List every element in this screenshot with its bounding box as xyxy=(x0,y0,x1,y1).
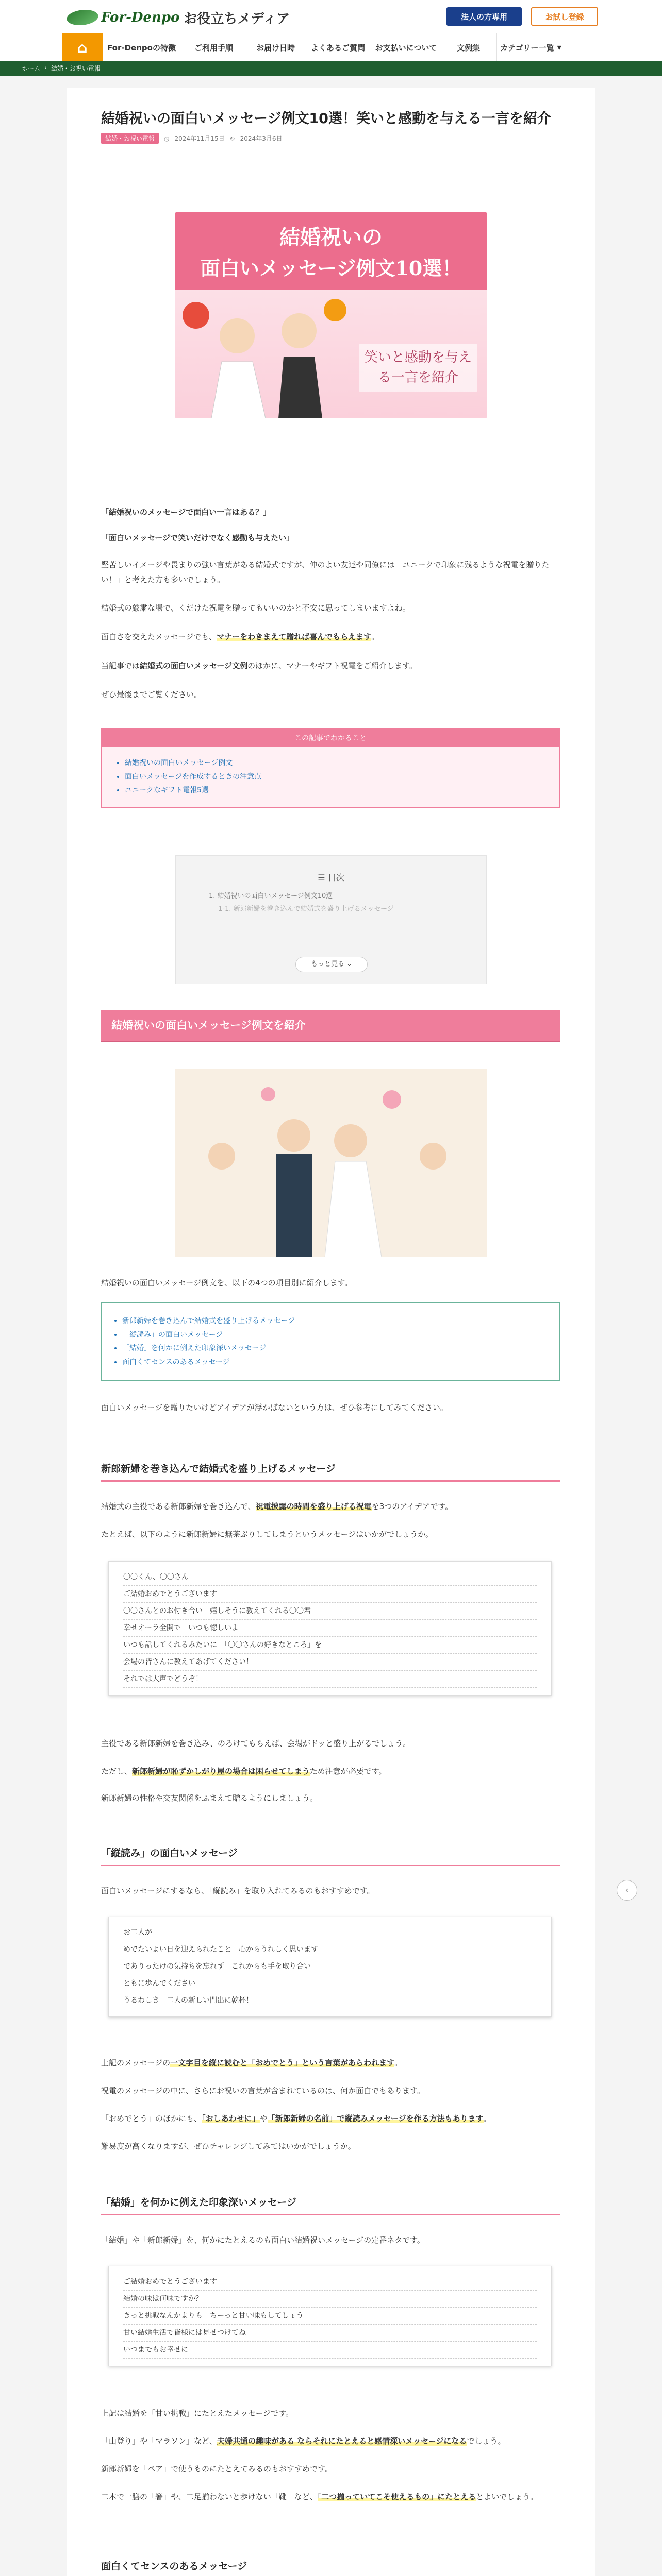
text: 「おめでとう」のほかにも、 xyxy=(101,2114,202,2123)
sub3-paragraph-5 xyxy=(101,2489,560,2504)
breadcrumb-home[interactable]: ホーム xyxy=(22,65,41,72)
message-line: 会場の皆さんに教えてあげてください！ xyxy=(123,1654,537,1671)
message-line: 幸せオーラ全開で いつも惚しいよ xyxy=(123,1620,537,1637)
hero-line1: 結婚祝いの xyxy=(279,225,383,249)
sub3-paragraph-3 xyxy=(101,2434,560,2449)
text: 面白さを交えたメッセージでも、 xyxy=(101,632,217,641)
message-line: ご結婚おめでとうございます xyxy=(123,2274,537,2291)
chevron-left-icon: ‹ xyxy=(625,1885,629,1895)
table-of-contents xyxy=(175,855,487,984)
highlight: 「新郎新婦の名前」で縦読みメッセージを作る方法もあります xyxy=(267,2114,484,2123)
highlight: 一文字目を縦に読むと「おめでとう」という言葉があらわれます xyxy=(170,2058,395,2067)
text: 結婚式の主役である新郎新婦を巻き込んで、 xyxy=(101,1502,256,1511)
message-line: きっと挑戦なんかよりも ちーっと甘い味もしてしょう xyxy=(123,2308,537,2325)
nav-label: 文例集 xyxy=(456,43,480,53)
sub1-paragraph-3: 主役である新郎新婦を巻き込み、のろけてもらえば、会場がドッと盛り上がるでしょう。 xyxy=(101,1739,411,1748)
hero-subtitle: 笑いと感動を与える一言を紹介 xyxy=(359,344,477,392)
summary-item[interactable]: • 面白いメッセージを作成するときの注意点 xyxy=(125,770,559,784)
toc-title xyxy=(176,871,486,883)
sub1-paragraph-1 xyxy=(101,1499,560,1514)
sub2-paragraph-4 xyxy=(101,2111,560,2126)
message-line: いつも話してくれるみたいに 「〇〇さんの好きなところ」を xyxy=(123,1637,537,1654)
summary-item[interactable]: • ユニークなギフト電報5選 xyxy=(125,784,559,798)
section-list-item[interactable]: • 新郎新婦を巻き込んで結婚式を盛り上げるメッセージ xyxy=(122,1314,559,1328)
nav-label: お届け日時 xyxy=(256,43,295,53)
subsection-heading: 面白くてセンスのあるメッセージ xyxy=(101,2558,560,2576)
site-name: お役立ちメディア xyxy=(184,11,290,27)
toc-item[interactable]: 1-1. 新郎新婦を巻き込んで結婚式を盛り上げるメッセージ xyxy=(218,905,394,913)
side-scroll-button[interactable] xyxy=(617,1880,637,1901)
toc-more-label: もっと見る xyxy=(310,960,344,968)
sub1-paragraph-2: たとえば、以下のように新郎新婦に無茶ぶりしてしまうというメッセージはいかがでしょうか。 xyxy=(101,1530,434,1539)
chevron-down-icon: ⌄ xyxy=(346,960,353,968)
message-example xyxy=(108,1561,552,1696)
home-icon: ⌂ xyxy=(77,39,88,56)
corporate-button[interactable]: 法人の方専用 xyxy=(446,7,522,26)
nav-item-features[interactable] xyxy=(103,33,180,61)
nav-label: ご利用手順 xyxy=(194,43,233,53)
subsection-heading: 「結婚」を何かに例えた印象深いメッセージ xyxy=(101,2195,560,2215)
highlight: 「二つ揃っていてこそ使えるもの」にたとえる xyxy=(317,2492,476,2501)
text: 「山登り」や「マラソン」など、 xyxy=(101,2436,218,2446)
summary-box xyxy=(101,728,560,808)
published-date: 2024年11月15日 xyxy=(174,135,225,142)
sub1-paragraph-4 xyxy=(101,1764,560,1779)
message-line: うるわしき 二人の新しい門出に乾杯！ xyxy=(123,1992,537,2009)
sub2-paragraph-2 xyxy=(101,2056,560,2071)
intro-question-1: 「結婚祝いのメッセージで面白い一言はある？」 xyxy=(101,507,271,517)
nav-label: よくあるご質問 xyxy=(310,43,365,53)
nav-item-delivery[interactable] xyxy=(247,33,304,61)
message-line: 結婚の味は何味ですか？ xyxy=(123,2291,537,2308)
global-nav xyxy=(62,33,600,61)
intro-question-2: 「面白いメッセージで笑いだけでなく感動も与えたい」 xyxy=(101,533,294,543)
category-badge[interactable]: 結婚・お祝い電報 xyxy=(101,133,159,144)
text: ただし、 xyxy=(101,1767,133,1776)
toc-title-text: 目次 xyxy=(327,873,344,883)
section-intro: 結婚祝いの面白いメッセージ例文を、以下の4つの項目別に紹介します。 xyxy=(101,1278,353,1287)
nav-label: For-Denpoの特徴 xyxy=(107,43,176,53)
sub2-paragraph-1: 面白いメッセージにするなら、「縦読み」を取り入れてみるのもおすすめです。 xyxy=(101,1886,375,1895)
refresh-icon: ↻ xyxy=(229,134,235,142)
hero-image xyxy=(175,212,487,418)
breadcrumb-bar xyxy=(0,61,662,76)
message-line: お二人が xyxy=(123,1924,537,1941)
highlight: 祝電披露の時間を盛り上げる祝電 xyxy=(255,1502,372,1511)
message-line: 〇〇くん、〇〇さん xyxy=(123,1569,537,1586)
text: や xyxy=(259,2114,268,2123)
message-line: ともに歩んでください xyxy=(123,1975,537,1992)
sub3-paragraph-4: 新郎新婦を「ペア」で使うものにたとえてみるのもおすすめです。 xyxy=(101,2464,333,2473)
toc-list xyxy=(209,890,486,916)
trial-button[interactable]: お試し登録 xyxy=(531,7,598,26)
intro-paragraph-5: ぜひ最後までご覧ください。 xyxy=(101,690,202,699)
message-line: それでは大声でどうぞ！ xyxy=(123,1671,537,1688)
section-list-box xyxy=(101,1302,560,1381)
intro-paragraph-2: 結婚式の厳粛な場で、くだけた祝電を贈ってもいいのかと不安に思ってしまいますよね。 xyxy=(101,603,410,613)
text: でしょう。 xyxy=(467,2436,506,2446)
highlight: 夫婦共通の趣味がある ならそれにたとえると感情深いメッセージになる xyxy=(217,2436,467,2446)
article-meta xyxy=(101,133,560,144)
updated-date: 2024年3月6日 xyxy=(240,135,283,142)
message-example xyxy=(108,2266,552,2366)
breadcrumb xyxy=(22,64,101,73)
nav-label: カテゴリー一覧 xyxy=(500,43,554,53)
chevron-down-icon: ▼ xyxy=(557,44,561,51)
sub3-paragraph-2: 上記は結婚を「甘い挑戦」にたとえたメッセージです。 xyxy=(101,2409,293,2418)
message-line: いつまでもお幸せに xyxy=(123,2342,537,2359)
sub2-paragraph-3: 祝電のメッセージの中に、さらにお祝いの言葉が含まれているのは、何か面白でもあります。 xyxy=(101,2086,425,2095)
logo-brand: For-Denpo xyxy=(101,10,180,25)
text: 上記のメッセージの xyxy=(101,2058,171,2067)
bold-text: 結婚式の面白いメッセージ文例 xyxy=(140,661,248,670)
section-outro: 面白いメッセージを贈りたいけどアイデアが浮かばないという方は、ぜひ参考にしてみてください。 xyxy=(101,1403,448,1412)
text: 。 xyxy=(483,2114,491,2123)
message-line: めでたいよい日を迎えられたこと 心からうれしく思います xyxy=(123,1941,537,1958)
text: 。 xyxy=(394,2058,403,2067)
wedding-scene-icon xyxy=(175,1069,487,1257)
nav-item-faq[interactable] xyxy=(304,33,372,61)
breadcrumb-sep: › xyxy=(44,64,47,71)
toc-more-button[interactable] xyxy=(295,957,368,972)
summary-heading: この記事でわかること xyxy=(102,730,559,747)
message-line: 甘い結婚生活で皆様には見せつけてね xyxy=(123,2325,537,2342)
text: 当記事では xyxy=(101,661,140,670)
nav-item-steps[interactable] xyxy=(180,33,247,61)
list-icon: ☰ xyxy=(318,873,328,883)
intro-paragraph-3 xyxy=(101,630,560,645)
text: を3つのアイデアです。 xyxy=(371,1502,453,1511)
wedding-illustration xyxy=(175,1069,487,1257)
text: ため注意が必要です。 xyxy=(309,1767,387,1776)
text: とよいでしょう。 xyxy=(476,2492,538,2501)
section-list-item[interactable]: • 面白くてセンスのあるメッセージ xyxy=(122,1355,559,1369)
sub3-paragraph-1: 「結婚」や「新郎新婦」を、何かにたとえるのも面白い結婚祝いメッセージの定番ネタです。 xyxy=(101,2235,425,2245)
text: のほかに、マナーやギフト祝電をご紹介します。 xyxy=(247,661,417,670)
section-heading: 結婚祝いの面白いメッセージ例文を紹介 xyxy=(101,1010,560,1041)
article-title: 結婚祝いの面白いメッセージ例文10選！笑いと感動を与える一言を紹介 xyxy=(101,111,551,127)
nav-home[interactable] xyxy=(62,33,103,61)
toc-item[interactable]: 1. 結婚祝いの面白いメッセージ例文10選 xyxy=(209,892,333,900)
site-logo[interactable] xyxy=(67,7,290,28)
sub2-paragraph-5: 難易度が高くなりますが、ぜひチャレンジしてみてはいかがでしょうか。 xyxy=(101,2142,356,2151)
intro-paragraph-1: 堅苦しいイメージや畏まりの強い言葉がある結婚式ですが、仲のよい友達や同僚には「ユニークで印象に残るような祝電を贈りたい！」と考えた方も多いでしょう。 xyxy=(101,560,550,584)
article xyxy=(67,88,595,2576)
subsection-heading: 「縦読み」の面白いメッセージ xyxy=(101,1845,560,1866)
message-line: 〇〇さんとのお付き合い 嬉しそうに教えてくれる〇〇君 xyxy=(123,1603,537,1620)
highlight: 「おしあわせに」 xyxy=(202,2114,260,2123)
highlight: マナーをわきまえて贈れば喜んでもらえます xyxy=(217,632,372,641)
nav-label: お支払いについて xyxy=(375,43,437,53)
logo-mark-icon xyxy=(64,10,101,25)
summary-item[interactable]: • 結婚祝いの面白いメッセージ例文 xyxy=(125,756,559,770)
clock-icon: ◷ xyxy=(164,134,170,142)
subsection-heading: 新郎新婦を巻き込んで結婚式を盛り上げるメッセージ xyxy=(101,1461,560,1482)
message-line: でありったけの気持ちを忘れず これからも手を取り合い xyxy=(123,1958,537,1975)
nav-item-payment[interactable] xyxy=(372,33,440,61)
text: 二本で一膳の「箸」や、二足揃わないと歩けない「靴」など、 xyxy=(101,2492,318,2501)
message-example xyxy=(108,1917,552,2017)
text: 。 xyxy=(371,632,379,641)
intro-paragraph-4 xyxy=(101,658,560,673)
breadcrumb-category[interactable]: 結婚・お祝い電報 xyxy=(51,65,101,72)
hero-line2: 面白いメッセージ例文10選！ xyxy=(200,257,462,280)
nav-item-categories[interactable] xyxy=(497,33,565,61)
message-line: ご結婚おめでとうございます xyxy=(123,1586,537,1603)
nav-item-examples[interactable] xyxy=(440,33,497,61)
section-list-item[interactable]: • 「縦読み」の面白いメッセージ xyxy=(122,1328,559,1342)
sub1-paragraph-5: 新郎新婦の性格や交友関係をふまえて贈るようにしましょう。 xyxy=(101,1793,318,1803)
section-list-item[interactable]: • 「結婚」を何かに例えた印象深いメッセージ xyxy=(122,1342,559,1355)
site-header xyxy=(0,0,662,61)
highlight: 新郎新婦が恥ずかしがり屋の場合は困らせてしまう xyxy=(132,1767,310,1776)
